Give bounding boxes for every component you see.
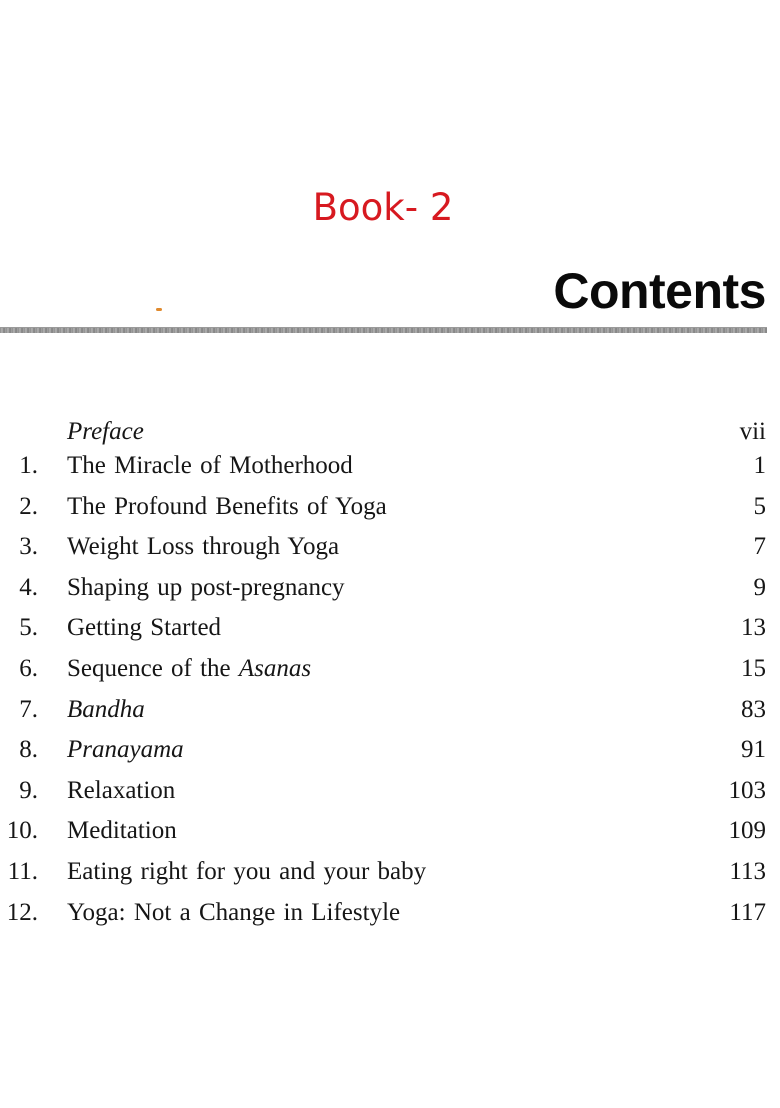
toc-row[interactable] <box>0 893 768 934</box>
table-of-contents <box>0 418 768 933</box>
toc-page-number: 91 <box>741 736 766 764</box>
chapter-number: 3. <box>19 533 38 561</box>
toc-row[interactable] <box>0 568 768 609</box>
chapter-number: 6. <box>19 654 38 682</box>
toc-row[interactable] <box>0 649 768 690</box>
page-title: Contents <box>553 263 766 319</box>
toc-row[interactable] <box>0 487 768 528</box>
toc-title: Bandha <box>67 695 145 723</box>
toc-page-number: 9 <box>753 573 766 601</box>
toc-row[interactable] <box>0 811 768 852</box>
toc-row[interactable] <box>0 852 768 893</box>
toc-title: Preface <box>67 418 144 445</box>
chapter-number: 4. <box>19 573 38 601</box>
chapter-number: 8. <box>19 736 38 764</box>
toc-title: Weight Loss through Yoga <box>67 533 340 561</box>
toc-page-number: vii <box>739 418 766 445</box>
book-label: Book- 2 <box>312 186 454 229</box>
ink-speck <box>156 308 162 311</box>
chapter-number: 12. <box>6 898 38 926</box>
toc-title: The Miracle of Motherhood <box>67 452 353 479</box>
toc-page-number: 83 <box>741 695 766 723</box>
toc-row[interactable] <box>0 608 768 649</box>
toc-title: Pranayama <box>67 736 184 764</box>
toc-row-preface[interactable] <box>0 418 768 446</box>
toc-page-number: 117 <box>729 898 766 926</box>
toc-row[interactable] <box>0 690 768 731</box>
chapter-number: 2. <box>19 492 38 520</box>
chapter-number: 11. <box>7 857 38 885</box>
toc-page-number: 5 <box>753 492 766 520</box>
toc-row[interactable] <box>0 730 768 771</box>
chapter-number: 7. <box>19 695 38 723</box>
chapter-number: 9. <box>19 776 38 804</box>
chapter-number: 10. <box>6 817 38 845</box>
chapter-number: 1. <box>19 452 38 479</box>
toc-title-italic: Asanas <box>238 654 312 682</box>
toc-title: Relaxation <box>67 776 176 804</box>
toc-page-number: 1 <box>753 452 766 479</box>
toc-page-number: 109 <box>728 817 766 845</box>
toc-title: Eating right for you and your baby <box>67 857 427 885</box>
toc-row[interactable] <box>0 527 768 568</box>
toc-page-number: 13 <box>741 614 766 642</box>
toc-title: Meditation <box>67 817 177 845</box>
toc-title: Yoga: Not a Change in Lifestyle <box>67 898 401 926</box>
toc-row[interactable] <box>0 446 768 487</box>
toc-title: The Profound Benefits of Yoga <box>67 492 387 520</box>
toc-title: Getting Started <box>67 614 222 642</box>
title-rule <box>0 327 767 333</box>
toc-page-number: 7 <box>753 533 766 561</box>
chapter-number: 5. <box>19 614 38 642</box>
toc-page-number: 15 <box>741 654 766 682</box>
toc-page-number: 103 <box>728 776 766 804</box>
toc-page-number: 113 <box>729 857 766 885</box>
toc-title: Shaping up post-pregnancy <box>67 573 345 601</box>
toc-row[interactable] <box>0 771 768 812</box>
toc-title-prefix: Sequence of the <box>67 654 239 682</box>
toc-title <box>67 649 311 690</box>
